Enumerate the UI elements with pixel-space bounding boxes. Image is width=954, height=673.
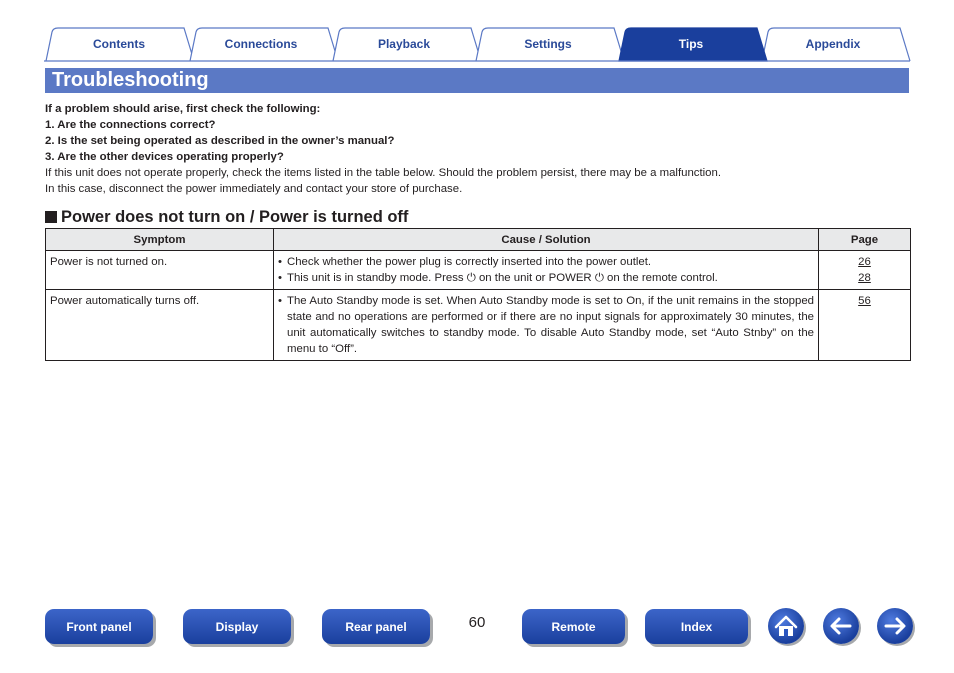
cause-item bbox=[278, 293, 814, 357]
remote-button[interactable] bbox=[522, 609, 625, 644]
intro-body: If this unit does not operate properly, check the items listed in the table below. Should the problem persist, there may be a malfunction. bbox=[45, 167, 722, 179]
intro-body: In this case, disconnect the power immediately and contact your store of purchase. bbox=[45, 183, 463, 195]
home-button[interactable] bbox=[768, 608, 804, 644]
tab-playback[interactable]: Playback bbox=[377, 37, 431, 51]
intro-lead: If a problem should arise, first check the following: bbox=[45, 103, 321, 115]
cause-item bbox=[278, 270, 814, 286]
index-button[interactable] bbox=[645, 609, 748, 644]
check-item: 1. Are the connections correct? bbox=[45, 119, 216, 131]
bullet-icon: • bbox=[278, 272, 282, 284]
column-header-cause: Cause / Solution bbox=[274, 229, 819, 251]
symptom-cell: Power is not turned on. bbox=[46, 251, 274, 290]
back-button[interactable] bbox=[823, 608, 859, 644]
cause-cell bbox=[274, 251, 819, 290]
column-header-symptom: Symptom bbox=[46, 229, 274, 251]
tab-tips[interactable]: Tips bbox=[678, 37, 704, 51]
table-header-row bbox=[46, 229, 911, 251]
check-item: 2. Is the set being operated as described in the owner’s manual? bbox=[45, 135, 395, 147]
bullet-icon: • bbox=[278, 295, 282, 307]
cause-item bbox=[278, 254, 814, 270]
square-bullet-icon bbox=[45, 211, 57, 223]
tab-settings[interactable]: Settings bbox=[524, 37, 572, 51]
tab-contents[interactable]: Contents bbox=[93, 37, 145, 51]
section-heading-text: Power does not turn on / Power is turned off bbox=[61, 208, 409, 226]
tab-bar bbox=[44, 26, 911, 62]
page-link[interactable]: 28 bbox=[858, 272, 871, 284]
front-panel-button[interactable] bbox=[45, 609, 153, 644]
table-row bbox=[46, 290, 911, 361]
cause-text: This unit is in standby mode. Press ⏻ on the unit or POWER ⏻ on the remote control. bbox=[287, 272, 718, 284]
forward-arrow-icon bbox=[877, 608, 913, 644]
column-header-page: Page bbox=[819, 229, 911, 251]
page-cell bbox=[819, 290, 911, 361]
tab-appendix[interactable]: Appendix bbox=[805, 37, 861, 51]
page-cell bbox=[819, 251, 911, 290]
remote-button-label: Remote bbox=[551, 619, 596, 634]
title-bar bbox=[45, 68, 909, 93]
rear-panel-button-label: Rear panel bbox=[345, 619, 407, 634]
back-arrow-icon bbox=[823, 608, 859, 644]
check-item: 3. Are the other devices operating properly? bbox=[45, 151, 284, 163]
display-button[interactable] bbox=[183, 609, 291, 644]
page-number: 60 bbox=[468, 614, 486, 631]
page-title: Troubleshooting bbox=[52, 69, 209, 91]
front-panel-button-label: Front panel bbox=[66, 619, 132, 634]
cause-cell bbox=[274, 290, 819, 361]
page-link[interactable]: 56 bbox=[858, 295, 871, 307]
cause-text: Check whether the power plug is correctly inserted into the power outlet. bbox=[287, 256, 652, 268]
display-button-label: Display bbox=[215, 619, 259, 634]
troubleshooting-table bbox=[45, 228, 911, 361]
home-icon bbox=[768, 608, 804, 644]
bullet-icon: • bbox=[278, 256, 282, 268]
tab-connections[interactable]: Connections bbox=[224, 37, 298, 51]
section-heading bbox=[45, 207, 408, 227]
cause-text: The Auto Standby mode is set. When Auto Standby mode is set to On, if the unit remains in the stopped state and no operations are performed or if there are no input signals for approximately 30 minutes, the unit automatically switches to standby mode. To disable Auto Standby mode, set “Auto Stnby” on the menu to “Off”. bbox=[287, 295, 814, 355]
intro-text bbox=[45, 101, 905, 197]
table-row bbox=[46, 251, 911, 290]
forward-button[interactable] bbox=[877, 608, 913, 644]
index-button-label: Index bbox=[680, 619, 713, 634]
rear-panel-button[interactable] bbox=[322, 609, 430, 644]
symptom-cell: Power automatically turns off. bbox=[46, 290, 274, 361]
page-link[interactable]: 26 bbox=[858, 256, 871, 268]
